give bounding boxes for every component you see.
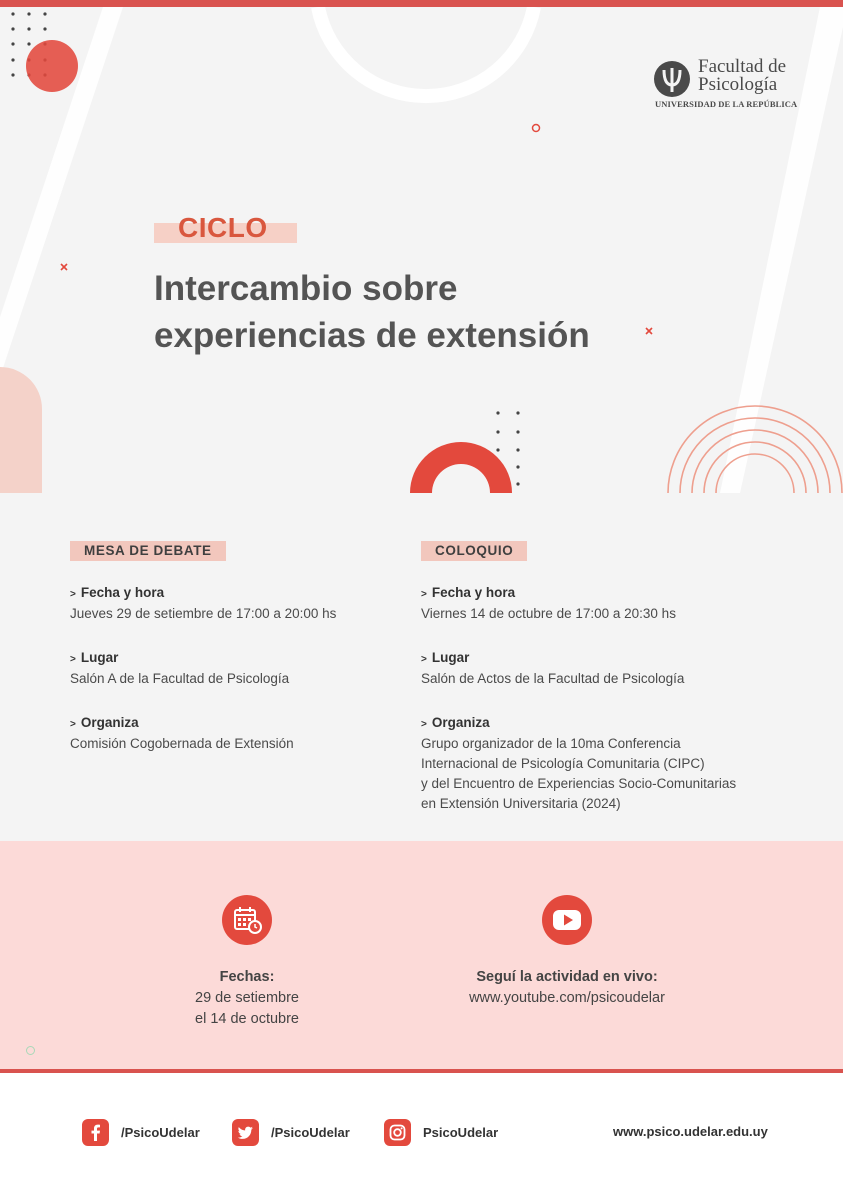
chevron-right-icon: > xyxy=(421,654,427,665)
chevron-right-icon: > xyxy=(70,589,76,600)
livestream-label: Seguí la actividad en vivo: xyxy=(476,969,658,985)
event-field-fecha xyxy=(421,583,821,624)
facebook-icon xyxy=(82,1119,109,1146)
ciclo-label: CICLO xyxy=(178,212,268,243)
field-value-line: en Extensión Universitaria (2024) xyxy=(421,796,621,811)
website-link[interactable]: www.psico.udelar.edu.uy xyxy=(613,1124,768,1139)
instagram-handle: PsicoUdelar xyxy=(423,1124,499,1140)
dates-line2: el 14 de octubre xyxy=(195,1011,299,1027)
event-field-lugar xyxy=(70,648,410,689)
title-line2: experiencias de extensión xyxy=(154,316,590,355)
event-coloquio xyxy=(421,541,821,814)
twitter-icon xyxy=(232,1119,259,1146)
twitter-link[interactable] xyxy=(232,1118,350,1146)
instagram-link[interactable] xyxy=(384,1118,498,1146)
field-label: Fecha y hora xyxy=(431,585,516,600)
decorative-ring xyxy=(26,1046,35,1055)
livestream-info xyxy=(417,895,717,1009)
facebook-handle: /PsicoUdelar xyxy=(121,1124,200,1140)
hero-section xyxy=(0,7,843,493)
event-field-organiza xyxy=(421,713,821,814)
chevron-right-icon: > xyxy=(70,654,76,665)
field-value: Comisión Cogobernada de Extensión xyxy=(70,736,294,751)
facebook-link[interactable] xyxy=(82,1118,200,1146)
chevron-right-icon: > xyxy=(421,589,427,600)
event-field-lugar xyxy=(421,648,821,689)
field-label: Lugar xyxy=(431,650,470,665)
logo-university: UNIVERSIDAD DE LA REPÚBLICA xyxy=(655,99,798,109)
event-field-fecha xyxy=(70,583,410,624)
chevron-right-icon: > xyxy=(421,719,427,730)
field-label: Fecha y hora xyxy=(80,585,165,600)
youtube-url[interactable]: www.youtube.com/psicoudelar xyxy=(469,990,665,1006)
ciclo-label-wrap xyxy=(154,211,268,245)
event-field-organiza xyxy=(70,713,410,754)
field-label: Lugar xyxy=(80,650,119,665)
field-label: Organiza xyxy=(80,715,139,730)
dates-info xyxy=(147,895,347,1030)
field-value-line: y del Encuentro de Experiencias Socio-Comunitarias xyxy=(421,776,737,791)
twitter-handle: /PsicoUdelar xyxy=(271,1124,350,1140)
field-value: Salón de Actos de la Facultad de Psicología xyxy=(421,671,685,686)
calendar-clock-icon xyxy=(222,895,272,945)
field-value: Salón A de la Facultad de Psicología xyxy=(70,671,290,686)
page-title xyxy=(154,265,674,359)
title-line1: Intercambio sobre xyxy=(154,269,458,308)
field-value: Jueves 29 de setiembre de 17:00 a 20:00 hs xyxy=(70,606,337,621)
youtube-icon xyxy=(542,895,592,945)
chevron-right-icon: > xyxy=(70,719,76,730)
top-accent-bar xyxy=(0,0,843,7)
logo-text-line1: Facultad de xyxy=(698,56,787,77)
event-badge: MESA DE DEBATE xyxy=(70,541,226,561)
psi-logo-icon xyxy=(654,61,690,97)
faculty-logo xyxy=(654,56,798,109)
field-value-line: Internacional de Psicología Comunitaria (CIPC) xyxy=(421,756,705,771)
event-mesa-de-debate xyxy=(70,541,410,754)
dates-line1: 29 de setiembre xyxy=(195,990,299,1006)
field-value-line: Grupo organizador de la 10ma Conferencia xyxy=(421,736,681,751)
field-label: Organiza xyxy=(431,715,490,730)
logo-text-line2: Psicología xyxy=(698,74,778,95)
instagram-icon xyxy=(384,1119,411,1146)
event-badge: COLOQUIO xyxy=(421,541,527,561)
field-value: Viernes 14 de octubre de 17:00 a 20:30 hs xyxy=(421,606,676,621)
dates-label: Fechas: xyxy=(219,969,275,985)
